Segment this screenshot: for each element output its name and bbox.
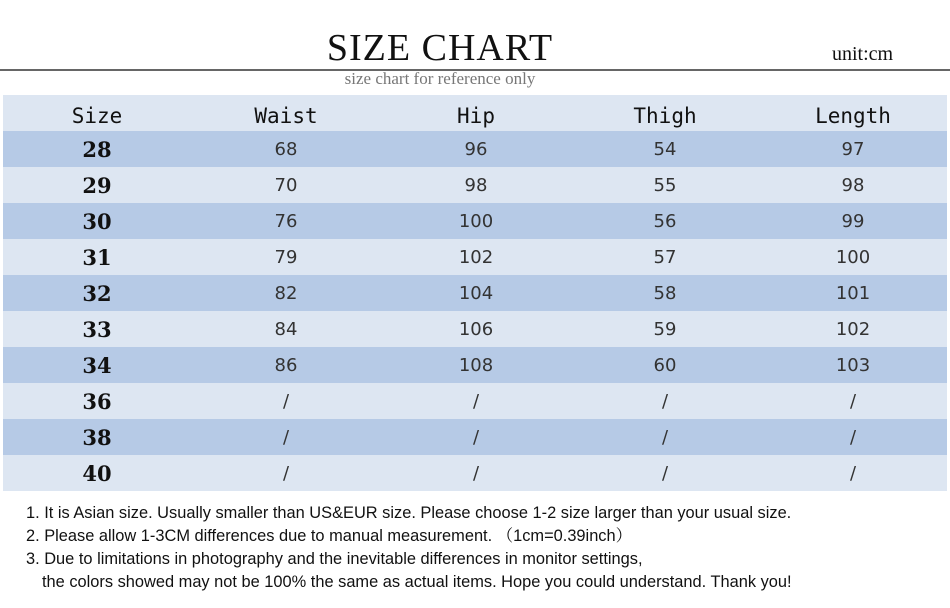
note-line: the colors showed may not be 100% the same as actual items. Hope you could understand. Thank you!: [42, 573, 792, 591]
table-row: [3, 167, 947, 203]
size-cell: 38: [82, 424, 112, 450]
table-body: [3, 131, 947, 491]
measurement-cell: /: [661, 390, 669, 412]
measurement-cell: 55: [653, 174, 677, 196]
size-table: [3, 95, 947, 491]
measurement-cell: /: [661, 426, 669, 448]
measurement-cell: 84: [274, 318, 298, 340]
note-line: 1. It is Asian size. Usually smaller than US&EUR size. Please choose 1-2 size larger than your usual size.: [26, 504, 792, 522]
note-line: 2. Please allow 1-3CM differences due to manual measurement. （1cm=0.39inch）: [26, 527, 633, 545]
measurement-cell: 82: [274, 282, 298, 304]
measurement-cell: 76: [274, 210, 298, 232]
measurement-cell: 99: [841, 210, 865, 232]
column-header-waist: Waist: [254, 104, 318, 128]
page-title: SIZE CHART: [326, 27, 554, 69]
measurement-cell: 104: [458, 282, 494, 304]
size-cell: 30: [82, 208, 112, 234]
measurement-cell: /: [849, 462, 857, 484]
table-row: [3, 347, 947, 383]
measurement-cell: 59: [653, 318, 677, 340]
measurement-cell: /: [472, 426, 480, 448]
measurement-cell: /: [282, 390, 290, 412]
table-row: [3, 455, 947, 491]
table-row: [3, 131, 947, 167]
measurement-cell: /: [849, 390, 857, 412]
page-subtitle: size chart for reference only: [344, 69, 536, 88]
column-header-hip: Hip: [457, 104, 495, 128]
measurement-cell: /: [849, 426, 857, 448]
note-line: 3. Due to limitations in photography and the inevitable differences in monitor settings,: [26, 550, 643, 568]
measurement-cell: 68: [274, 138, 298, 160]
measurement-cell: /: [472, 462, 480, 484]
table-row: [3, 419, 947, 455]
measurement-cell: 97: [841, 138, 865, 160]
measurement-cell: 56: [653, 210, 677, 232]
measurement-cell: /: [472, 390, 480, 412]
measurement-cell: 100: [835, 246, 871, 268]
unit-label: unit:cm: [832, 43, 894, 65]
measurement-cell: 70: [274, 174, 298, 196]
table-row: [3, 203, 947, 239]
measurement-cell: /: [282, 426, 290, 448]
column-header-thigh: Thigh: [633, 104, 697, 128]
size-cell: 28: [82, 136, 112, 162]
measurement-cell: 96: [464, 138, 488, 160]
measurement-cell: 60: [653, 354, 677, 376]
size-cell: 31: [82, 244, 112, 270]
measurement-cell: 101: [835, 282, 871, 304]
size-cell: 29: [82, 172, 112, 198]
size-cell: 33: [82, 316, 112, 342]
notes-section: [26, 502, 926, 594]
measurement-cell: 106: [458, 318, 494, 340]
measurement-cell: /: [661, 462, 669, 484]
measurement-cell: 57: [653, 246, 677, 268]
measurement-cell: 108: [458, 354, 494, 376]
table-row: [3, 275, 947, 311]
measurement-cell: 86: [274, 354, 298, 376]
table-row: [3, 383, 947, 419]
measurement-cell: /: [282, 462, 290, 484]
measurement-cell: 58: [653, 282, 677, 304]
table-header-row: [3, 95, 947, 131]
measurement-cell: 98: [841, 174, 865, 196]
table-row: [3, 239, 947, 275]
measurement-cell: 79: [274, 246, 298, 268]
measurement-cell: 98: [464, 174, 488, 196]
column-header-length: Length: [815, 104, 891, 128]
column-header-size: Size: [71, 104, 123, 128]
size-cell: 32: [82, 280, 112, 306]
size-cell: 36: [82, 388, 112, 414]
measurement-cell: 103: [835, 354, 871, 376]
measurement-cell: 102: [458, 246, 494, 268]
size-cell: 40: [82, 460, 112, 486]
measurement-cell: 100: [458, 210, 494, 232]
size-cell: 34: [82, 352, 112, 378]
measurement-cell: 102: [835, 318, 871, 340]
measurement-cell: 54: [653, 138, 677, 160]
table-row: [3, 311, 947, 347]
